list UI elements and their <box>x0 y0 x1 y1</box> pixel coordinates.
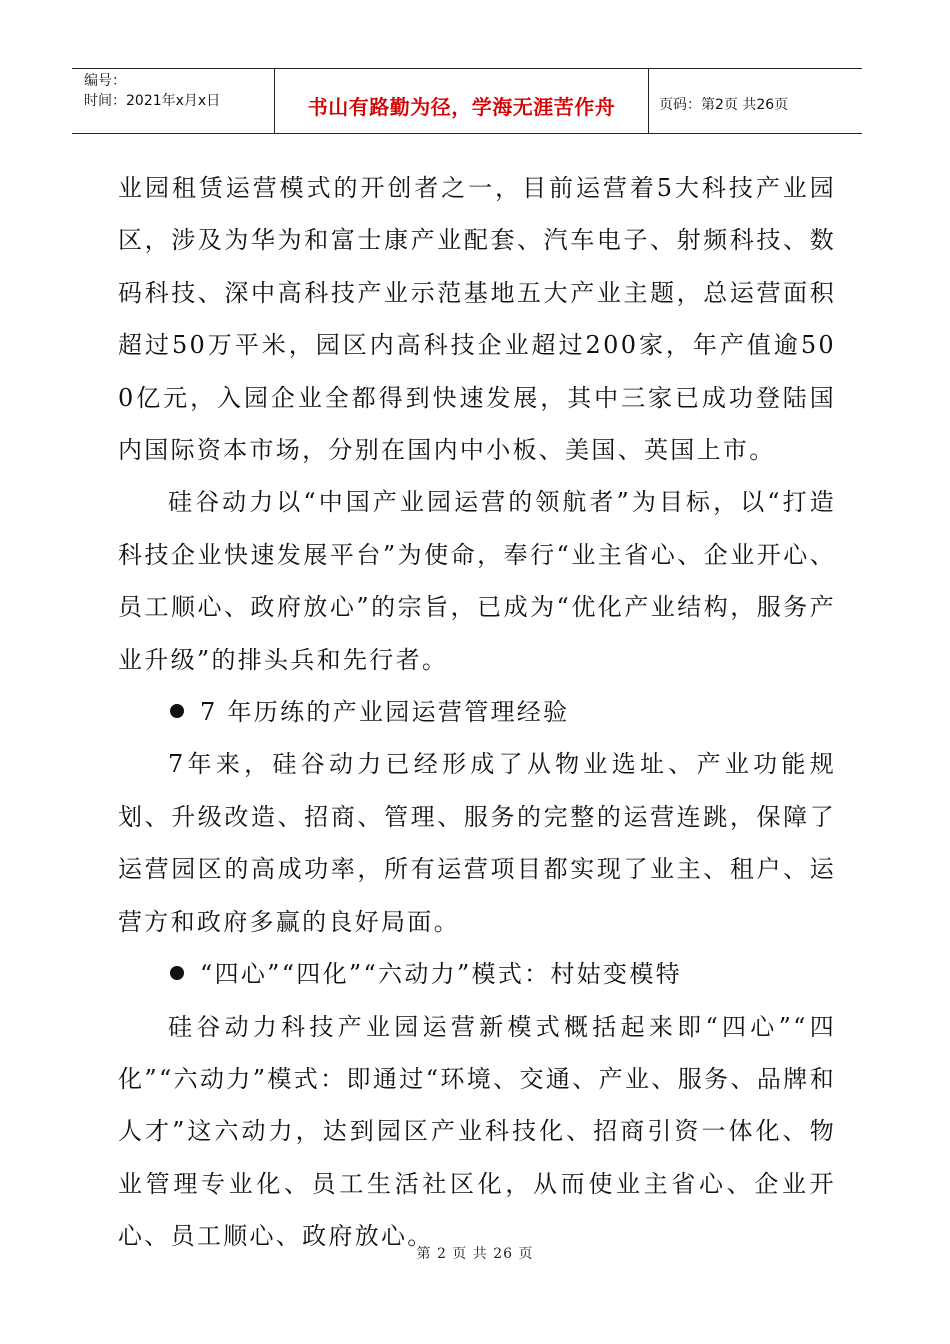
paragraph-4: 硅谷动力科技产业园运营新模式概括起来即“四心”“四化”“六动力”模式：即通过“环境、交通、产业、服务、品牌和人才”这六动力，达到园区产业科技化、招商引资一体化、物业管理专业化、员工生活社区化，从而使业主省心、企业开心、员工顺心、政府放心。 <box>118 1012 836 1251</box>
paragraph-2: 硅谷动力以“中国产业园运营的领航者”为目标，以“打造科技企业快速发展平台”为使命，奉行“业主省心、企业开心、员工顺心、政府放心”的宗旨，已成为“优化产业结构，服务产业升级”的排头兵和先行者。 <box>118 488 836 674</box>
bullet-heading-1-text: 7 年历练的产业园运营管理经验 <box>200 698 570 727</box>
header-page-cell <box>649 69 862 133</box>
bullet-heading-1 <box>118 686 836 738</box>
header-motto-cell <box>275 69 649 133</box>
serial-number-label: 编号： <box>84 73 126 89</box>
time-label: 时间：2021年x月x日 <box>84 93 221 109</box>
document-header <box>72 68 862 134</box>
paragraph-1: 业园租赁运营模式的开创者之一，目前运营着5大科技产业园区，涉及为华为和富士康产业配套、汽车电子、射频科技、数码科技、深中高科技产业示范基地五大产业主题，总运营面积超过50万平米，园区内高科技企业超过200家，年产值逾500亿元，入园企业全都得到快速发展，其中三家已成功登陆国内国际资本市场，分别在国内中小板、美国、英国上市。 <box>118 174 836 465</box>
page-footer: 第 2 页 共 26 页 <box>416 1246 534 1262</box>
bullet-heading-2-text: “四心”“四化”“六动力”模式：村姑变模特 <box>200 960 682 989</box>
bullet-dot-icon <box>170 704 184 718</box>
header-motto: 书山有路勤为径，学海无涯苦作舟 <box>307 94 616 119</box>
bullet-heading-2 <box>118 948 836 1000</box>
paragraph-3: 7年来，硅谷动力已经形成了从物业选址、产业功能规划、升级改造、招商、管理、服务的完整的运营连跳，保障了运营园区的高成功率，所有运营项目都实现了业主、租户、运营方和政府多赢的良好局面。 <box>118 750 836 936</box>
header-page-number: 页码：第2页 共26页 <box>659 97 789 113</box>
bullet-dot-icon <box>170 966 184 980</box>
document-body <box>118 162 836 1263</box>
header-meta-cell <box>72 69 275 133</box>
